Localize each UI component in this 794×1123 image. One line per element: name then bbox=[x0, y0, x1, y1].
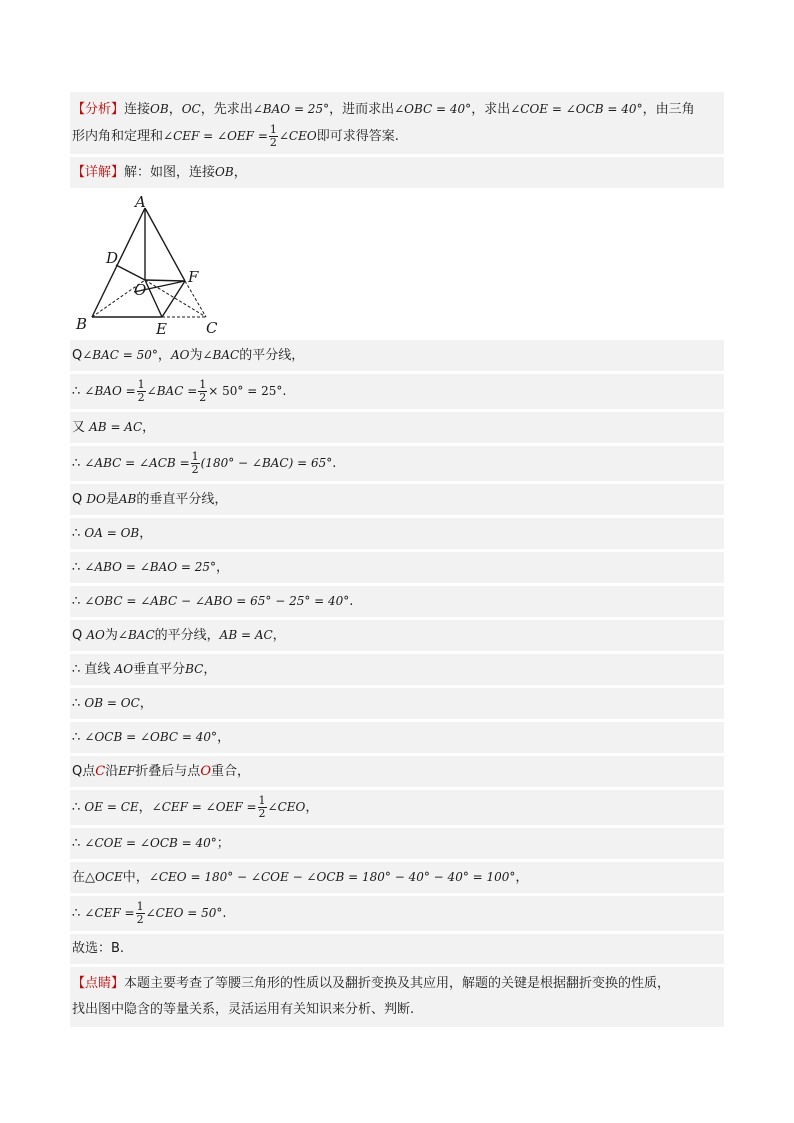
fraction-half: $\frac{1}{2}$ bbox=[136, 900, 144, 926]
step-13: Q点C沿EF折叠后与点O重合， bbox=[70, 756, 724, 787]
step-1: Q∠BAC = 50°，AO为∠BAC的平分线， bbox=[70, 340, 724, 371]
step-7: ∴ ∠ABO = ∠BAO = 25°， bbox=[70, 552, 724, 583]
step-5: Q DO是AB的垂直平分线， bbox=[70, 484, 724, 515]
comment-block: 【点睛】本题主要考查了等腰三角形的性质以及翻折变换及其应用，解题的关键是根据翻折变换的性质， 找出图中隐含的等量关系，灵活运用有关知识来分析、判断. bbox=[70, 967, 724, 1027]
answer-choice: 故选：B. bbox=[70, 934, 724, 964]
point-label-o: O bbox=[134, 281, 147, 299]
figure-row bbox=[70, 191, 724, 337]
step-14: ∴ OE = CE，∠CEF = ∠OEF = $\frac{1}{2}$ ∠CEO， bbox=[70, 790, 724, 825]
step-2: ∴ ∠BAO = $\frac{1}{2}$ ∠BAC = $\frac{1}{2}$ × 50° = 25°. bbox=[70, 374, 724, 409]
fraction-half: $\frac{1}{2}$ bbox=[258, 794, 266, 820]
detail-header: 【详解】解：如图，连接OB， bbox=[70, 157, 724, 188]
point-label-c: C bbox=[206, 319, 218, 335]
detail-tag: 【详解】 bbox=[72, 165, 125, 180]
triangle-diagram bbox=[72, 193, 220, 335]
fraction-half: $\frac{1}{2}$ bbox=[269, 123, 277, 149]
fraction-half: $\frac{1}{2}$ bbox=[199, 378, 207, 404]
point-label-d: D bbox=[106, 249, 119, 267]
step-17: ∴ ∠CEF = $\frac{1}{2}$ ∠CEO = 50°. bbox=[70, 896, 724, 931]
geometry-figure bbox=[72, 193, 220, 335]
triangle-symbol: △ bbox=[85, 870, 96, 885]
fraction-half: $\frac{1}{2}$ bbox=[137, 378, 145, 404]
step-15: ∴ ∠COE = ∠OCB = 40°； bbox=[70, 828, 724, 859]
step-9: Q AO为∠BAC的平分线，AB = AC， bbox=[70, 620, 724, 651]
step-11: ∴ OB = OC， bbox=[70, 688, 724, 719]
point-label-f: F bbox=[188, 268, 199, 286]
step-16: 在△OCE中，∠CEO = 180° − ∠COE − ∠OCB = 180° − 40° − 40° = 100°， bbox=[70, 862, 724, 893]
point-label-b: B bbox=[76, 315, 88, 333]
solution-page bbox=[70, 92, 724, 1030]
point-label-a: A bbox=[135, 193, 146, 211]
step-8: ∴ ∠OBC = ∠ABC − ∠ABO = 65° − 25° = 40°. bbox=[70, 586, 724, 617]
analysis-block: 【分析】连接OB，OC，先求出∠BAO = 25°，进而求出∠OBC = 40°，求出∠COE = ∠OCB = 40°，由三角 形内角和定理和∠CEF = ∠OEF = $\frac{1}{2}$ ∠CEO即可求得答案. bbox=[70, 92, 724, 154]
analysis-tag: 【分析】 bbox=[72, 102, 125, 117]
step-12: ∴ ∠OCB = ∠OBC = 40°， bbox=[70, 722, 724, 753]
step-3: 又 AB = AC， bbox=[70, 412, 724, 443]
step-4: ∴ ∠ABC = ∠ACB = $\frac{1}{2}$ (180° − ∠BAC) = 65°. bbox=[70, 446, 724, 481]
comment-tag: 【点睛】 bbox=[72, 976, 125, 991]
step-10: ∴ 直线 AO垂直平分BC， bbox=[70, 654, 724, 685]
fraction-half: $\frac{1}{2}$ bbox=[191, 450, 199, 476]
step-6: ∴ OA = OB， bbox=[70, 518, 724, 549]
point-label-e: E bbox=[156, 320, 167, 335]
